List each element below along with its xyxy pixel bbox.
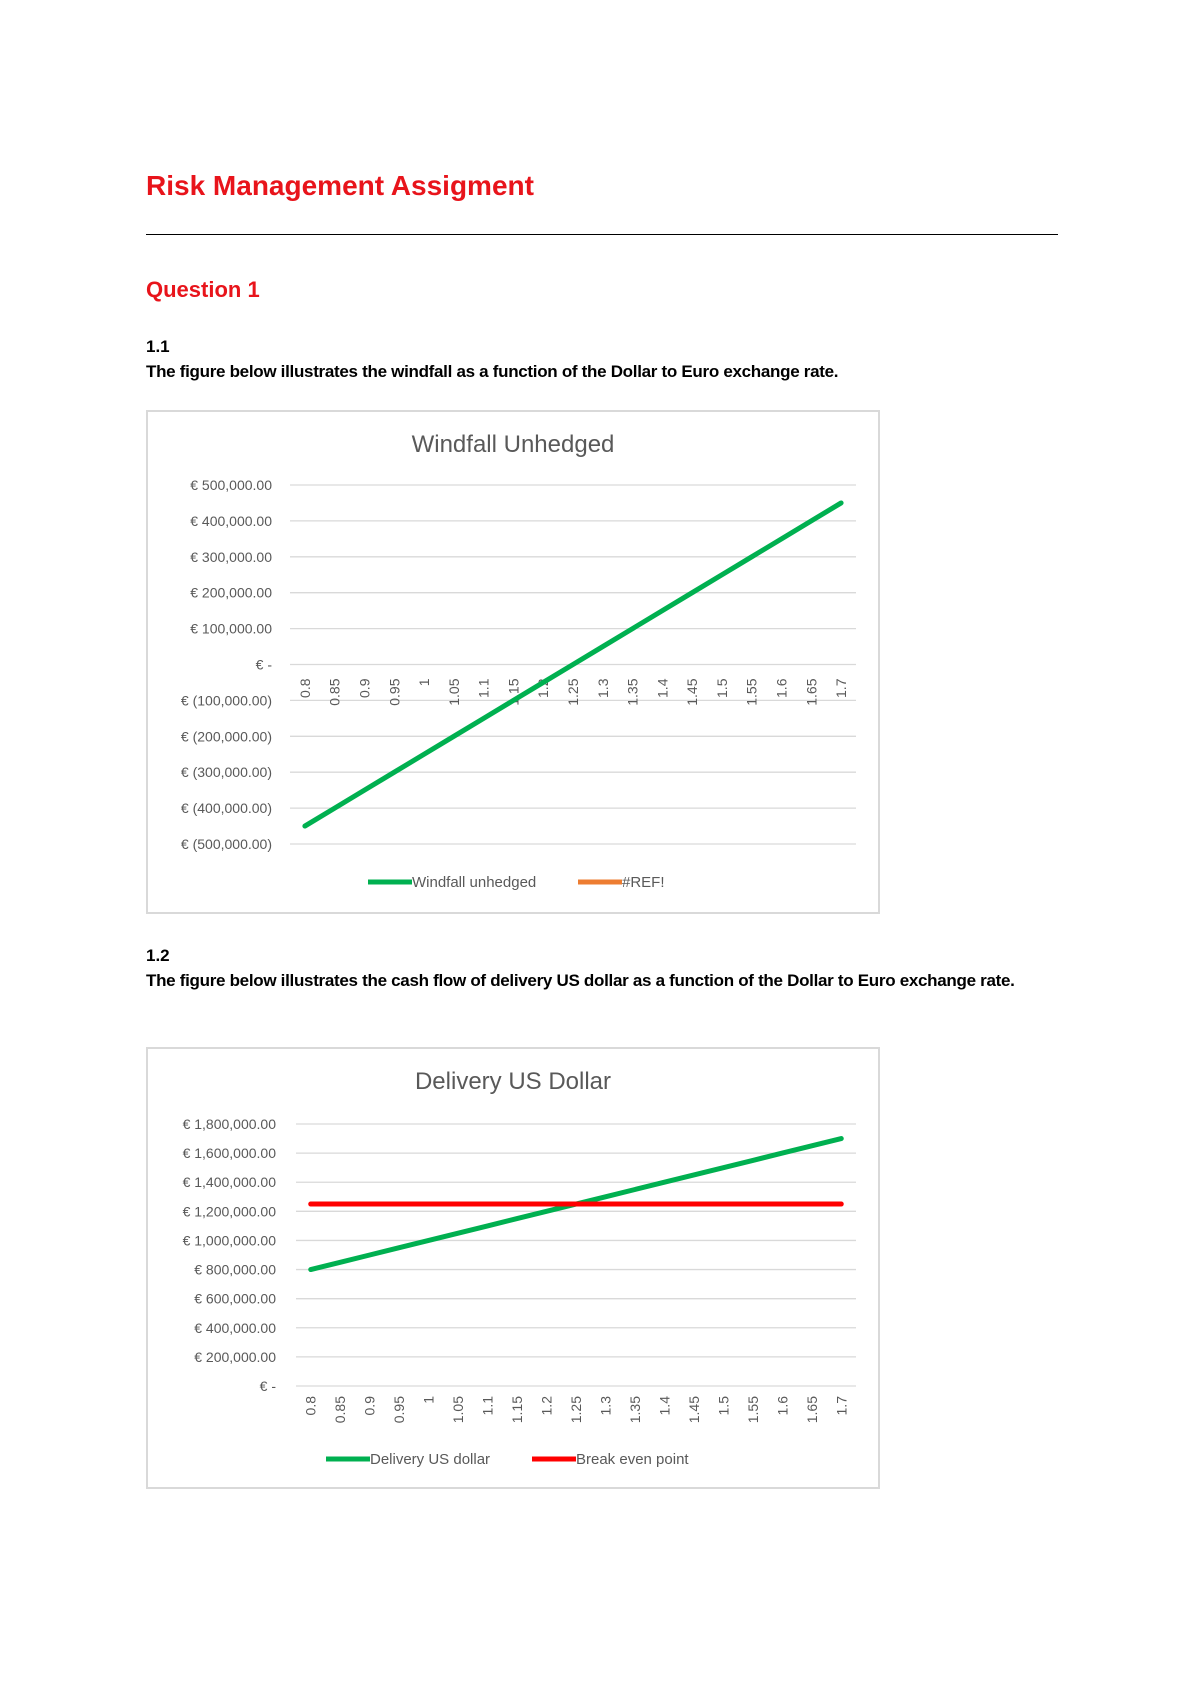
y-tick-label: € 1,400,000.00 xyxy=(182,1174,276,1191)
x-tick-label: 1.7 xyxy=(833,1396,850,1416)
x-tick-label: 1.3 xyxy=(597,1396,614,1416)
delivery-chart xyxy=(146,1047,880,1489)
x-tick-label: 1.05 xyxy=(445,678,462,706)
y-tick-label: € 500,000.00 xyxy=(190,477,272,493)
x-tick-label: 0.85 xyxy=(332,1396,349,1424)
x-tick-label: 1.5 xyxy=(715,1396,732,1416)
x-tick-label: 1.1 xyxy=(479,1396,496,1416)
x-tick-label: 1.25 xyxy=(565,678,581,706)
legend-label: Delivery US dollar xyxy=(370,1451,491,1468)
x-tick-label: 1.6 xyxy=(773,678,790,698)
x-tick-label: 1.65 xyxy=(803,678,820,706)
y-tick-label: € - xyxy=(255,656,272,673)
x-tick-label: 1.15 xyxy=(505,678,522,706)
y-tick-label: € (400,000.00) xyxy=(180,800,272,817)
windfall-chart xyxy=(146,410,880,914)
x-tick-label: 0.8 xyxy=(302,1396,319,1416)
x-tick-label: 0.9 xyxy=(356,678,373,698)
x-tick-label: 1.1 xyxy=(475,678,492,698)
x-tick-label: 1.7 xyxy=(833,678,850,698)
question-heading: Question 1 xyxy=(146,277,260,302)
section-number-1-1: 1.1 xyxy=(146,337,170,356)
x-tick-label: 1.35 xyxy=(624,678,641,706)
section-text-1-2: The figure below illustrates the cash flow of delivery US dollar as a function of the Dollar to Euro exchange rate. xyxy=(146,971,1015,990)
y-tick-label: € 200,000.00 xyxy=(194,1348,276,1365)
y-tick-label: € (200,000.00) xyxy=(180,728,272,745)
x-tick-label: 1.45 xyxy=(684,678,701,706)
section-text-1-1: The figure below illustrates the windfall as a function of the Dollar to Euro exchange rate. xyxy=(146,362,839,381)
x-tick-label: 1.4 xyxy=(656,1396,673,1416)
x-tick-label: 1.5 xyxy=(713,678,730,698)
x-tick-label: 1.15 xyxy=(509,1396,526,1424)
x-tick-label: 1 xyxy=(416,678,433,687)
x-tick-label: 1.45 xyxy=(685,1396,702,1424)
x-tick-label: 1.55 xyxy=(744,1396,761,1424)
y-tick-label: € 600,000.00 xyxy=(194,1290,276,1307)
x-tick-label: 0.9 xyxy=(361,1396,378,1416)
x-tick-label: 1.2 xyxy=(538,1396,555,1416)
windfall-chart-svg xyxy=(148,412,878,912)
y-tick-label: € 800,000.00 xyxy=(194,1261,276,1278)
y-tick-label: € - xyxy=(259,1378,276,1394)
y-tick-label: € 1,800,000.00 xyxy=(182,1116,276,1132)
document-title: Risk Management Assigment xyxy=(146,170,534,201)
x-tick-label: 1.05 xyxy=(450,1396,467,1424)
y-tick-label: € (100,000.00) xyxy=(180,692,272,709)
x-tick-label: 1.4 xyxy=(654,678,671,698)
x-tick-label: 1 xyxy=(420,1396,437,1404)
legend-label: Windfall unhedged xyxy=(412,874,537,891)
y-tick-label: € 1,200,000.00 xyxy=(182,1203,276,1220)
y-tick-label: € (300,000.00) xyxy=(180,764,272,781)
delivery-chart-svg xyxy=(148,1049,878,1487)
y-tick-label: € 100,000.00 xyxy=(190,620,272,637)
x-tick-label: 1.35 xyxy=(626,1396,643,1424)
x-tick-label: 1.55 xyxy=(743,678,760,706)
y-tick-label: € (500,000.00) xyxy=(180,836,272,852)
section-number-1-2: 1.2 xyxy=(146,946,170,965)
title-divider xyxy=(146,234,1058,235)
y-tick-label: € 1,600,000.00 xyxy=(182,1145,276,1162)
y-tick-label: € 300,000.00 xyxy=(190,548,272,565)
y-tick-label: € 400,000.00 xyxy=(194,1319,276,1336)
x-tick-label: 0.95 xyxy=(391,1396,408,1424)
y-tick-label: € 1,000,000.00 xyxy=(182,1232,276,1249)
x-tick-label: 1.3 xyxy=(594,678,611,698)
chart-title: Windfall Unhedged xyxy=(411,431,615,458)
x-tick-label: 1.25 xyxy=(568,1396,584,1424)
x-tick-label: 1.2 xyxy=(535,678,552,698)
x-tick-label: 1.6 xyxy=(774,1396,791,1416)
chart-title: Delivery US Dollar xyxy=(414,1068,612,1095)
x-tick-label: 0.8 xyxy=(296,678,313,698)
y-tick-label: € 400,000.00 xyxy=(190,512,272,529)
x-tick-label: 0.95 xyxy=(386,678,403,706)
legend-label: Break even point xyxy=(576,1451,689,1468)
x-tick-label: 0.85 xyxy=(326,678,343,706)
legend-label: #REF! xyxy=(622,874,665,891)
x-tick-label: 1.65 xyxy=(803,1396,820,1424)
y-tick-label: € 200,000.00 xyxy=(190,584,272,601)
